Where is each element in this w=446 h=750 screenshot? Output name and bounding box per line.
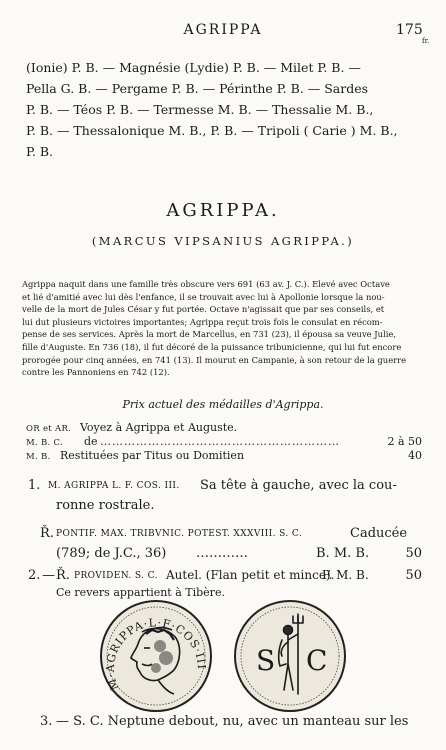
reverse-legend: PONTIF. MAX. TRIBVNIC. POTEST. XXXVIII. S. C.	[56, 529, 303, 539]
mint-line: (Ionie) P. B. — Magnésie (Lydie) P. B. — Milet P. B. —	[26, 60, 361, 75]
entry-text: Sa tête à gauche, avec la cou-	[200, 478, 397, 493]
page-number: 175	[396, 22, 423, 38]
bio-line: contre les Pannoniens en 742 (12).	[22, 367, 170, 378]
price-label: M. B. C.	[26, 438, 64, 448]
coin-reverse-c: C	[306, 644, 328, 677]
entry-number: 2.	[28, 568, 41, 583]
coin-reverse-s: S	[256, 644, 276, 677]
entry-note: Ce revers appartient à Tibère.	[56, 586, 225, 599]
prices-title: Prix actuel des médailles d'Agrippa.	[122, 398, 324, 411]
price-leader: ……………………………………………………	[100, 435, 340, 448]
section-subheading: (MARCUS VIPSANIUS AGRIPPA.)	[91, 234, 355, 248]
mint-line: Pella G. B. — Pergame P. B. — Périnthe P. B. — Sardes	[26, 81, 369, 96]
entry-text: — S. C. Neptune debout, nu, avec un manteau sur les	[56, 714, 409, 729]
entry-value: 50	[405, 568, 422, 583]
reverse-continuation: (789; de J.C., 36)	[56, 546, 167, 561]
section-heading: AGRIPPA.	[166, 200, 280, 221]
mint-line: P. B. — Thessalonique M. B., P. B. — Tripoli ( Carie ) M. B.,	[26, 123, 398, 138]
price-label: M. B.	[26, 452, 51, 462]
reverse-rarity: B. M. B.	[316, 546, 370, 561]
bio-line: et lié d'amitié avec lui dès l'enfance, il se trouvait avec lui à Apollonie lorsque la nou-	[22, 291, 385, 302]
entry-number: 3.	[40, 714, 53, 729]
price-value: 2 à 50	[387, 435, 422, 448]
reverse-value: 50	[405, 546, 422, 561]
signature-mark: fr.	[422, 37, 430, 45]
reverse-legend: PROVIDEN. S. C.	[74, 571, 158, 581]
entry-number: 1.	[28, 478, 41, 493]
bio-line: velle de la mort de Jules César y fut portée. Octave n'agissait que par ses conseils, et	[22, 304, 385, 315]
reverse-text: Caducée	[350, 526, 408, 541]
bio-line: pense de ses services. Après la mort de Marcellus, en 731 (23), il épousa sa veuve Julie,	[22, 329, 397, 340]
price-text: de	[84, 435, 98, 448]
biography	[22, 278, 424, 379]
coin-reverse-illustration	[232, 598, 348, 714]
running-head: AGRIPPA	[183, 22, 263, 38]
mint-line: P. B. — Téos P. B. — Termesse M. B. — Thessalie M. B.,	[26, 102, 374, 117]
price-label: OR et AR.	[26, 424, 72, 434]
reverse-mark: Ř.	[40, 526, 54, 541]
entry-rarity: F. M. B.	[322, 568, 369, 582]
price-value: 40	[408, 449, 422, 462]
bio-line: Agrippa naquit dans une famille très obscure vers 691 (63 av. J. C.). Elevé avec Octave	[22, 279, 390, 289]
coin-obverse-legend: M·AGRIPPA·L·F·COS·III	[103, 616, 209, 692]
price-text: Restituées par Titus ou Domitien	[60, 449, 245, 462]
price-text: Voyez à Agrippa et Auguste.	[80, 421, 238, 434]
coin-obverse-illustration	[98, 598, 214, 714]
bio-line: fille d'Auguste. En 736 (18), il fut décoré de la puissance tribunicienne, qui lui fut encore	[22, 341, 402, 352]
entry-continuation: ronne rostrale.	[56, 498, 155, 513]
bio-line: lui dut plusieurs victoires importantes; Agrippa reçut trois fois le consulat en récom-	[22, 316, 383, 327]
entry-legend: M. AGRIPPA L. F. COS. III.	[48, 481, 180, 491]
entry-text: Autel. (Flan petit et mince).	[166, 568, 335, 582]
entry-dash: —	[42, 568, 55, 583]
bio-line: prorogée pour cinq années, en 741 (13). Il mourut en Campanie, à son retour de la guerre	[22, 354, 407, 365]
reverse-leader: …………	[196, 546, 248, 561]
mint-line: P. B.	[26, 144, 53, 159]
reverse-mark: Ř.	[56, 568, 70, 583]
